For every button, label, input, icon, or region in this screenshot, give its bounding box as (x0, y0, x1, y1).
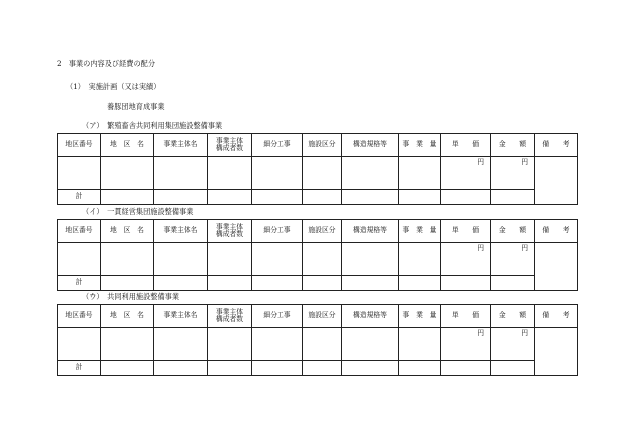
col-header: 事業主体名 (154, 220, 208, 243)
col-header-line: 事業主体 (215, 222, 244, 231)
cell (399, 276, 441, 291)
col-header: 事業主体名 (154, 305, 208, 328)
header-row (58, 220, 578, 243)
unit-price-cell: 円 (441, 328, 491, 361)
cell (154, 243, 208, 276)
col-header: 構造規格等 (342, 134, 399, 157)
col-header: 地区番号 (58, 134, 101, 157)
col-header: 施設区分 (303, 305, 342, 328)
col-header-line: 構成者数 (215, 315, 244, 323)
col-header: 金 額 (491, 305, 535, 328)
total-label: 計 (58, 276, 101, 291)
cell (303, 276, 342, 291)
total-label: 計 (58, 190, 101, 205)
cell (342, 276, 399, 291)
total-row (58, 361, 578, 376)
cell (101, 328, 154, 361)
remarks-cell (535, 243, 578, 291)
unit-price-cell: 円 (441, 243, 491, 276)
col-header: 細分工事 (252, 305, 303, 328)
cell (399, 243, 441, 276)
col-header: 構造規格等 (342, 305, 399, 328)
cell (154, 157, 208, 190)
col-header: 備 考 (535, 305, 578, 328)
cell (58, 243, 101, 276)
col-header-line: 構成者数 (215, 230, 244, 238)
table-title: （ア） 繁殖畜舎共同利用集団施設整備事業 (82, 121, 223, 130)
total-row (58, 276, 578, 291)
cell (101, 361, 154, 376)
cell (342, 190, 399, 205)
col-header: 構造規格等 (342, 220, 399, 243)
cell (441, 276, 491, 291)
col-header: 地 区 名 (101, 134, 154, 157)
cell (303, 190, 342, 205)
col-header: 地 区 名 (101, 220, 154, 243)
amount-cell: 円 (491, 157, 535, 190)
cell (252, 243, 303, 276)
col-header: 備 考 (535, 134, 578, 157)
unit-price-cell: 円 (441, 157, 491, 190)
total-label: 計 (58, 361, 101, 376)
col-header: 金 額 (491, 220, 535, 243)
col-header: 単 価 (441, 134, 491, 157)
section-heading: 2 事業の内容及び経費の配分 (57, 59, 156, 68)
col-header: 細分工事 (252, 134, 303, 157)
cell (491, 361, 535, 376)
cell (208, 243, 252, 276)
col-header (208, 305, 252, 328)
table-row (58, 328, 578, 361)
cell (252, 276, 303, 291)
cell (208, 276, 252, 291)
col-header: 施設区分 (303, 134, 342, 157)
amount-cell: 円 (491, 328, 535, 361)
col-header: 金 額 (491, 134, 535, 157)
col-header-line: 事業主体 (215, 307, 244, 316)
col-header: 事業主体名 (154, 134, 208, 157)
cell (101, 157, 154, 190)
cell (154, 190, 208, 205)
col-header: 事 業 量 (399, 305, 441, 328)
col-header: 地区番号 (58, 220, 101, 243)
table-title: （イ） 一貫経営集団施設整備事業 (82, 207, 194, 216)
col-header: 施設区分 (303, 220, 342, 243)
col-header-line: 構成者数 (215, 144, 244, 152)
amount-cell: 円 (491, 243, 535, 276)
cell (208, 190, 252, 205)
cell (101, 243, 154, 276)
col-header: 備 考 (535, 220, 578, 243)
cell (441, 361, 491, 376)
cell (208, 328, 252, 361)
col-header: 単 価 (441, 305, 491, 328)
cell (491, 276, 535, 291)
col-header: 地 区 名 (101, 305, 154, 328)
total-row (58, 190, 578, 205)
cell (58, 328, 101, 361)
table-row (58, 157, 578, 190)
col-header: 事 業 量 (399, 220, 441, 243)
cell (154, 276, 208, 291)
cell (252, 190, 303, 205)
cell (101, 190, 154, 205)
project-name: 養豚団地育成事業 (107, 102, 165, 111)
remarks-cell (535, 328, 578, 376)
remarks-cell (535, 157, 578, 205)
col-header: 細分工事 (252, 220, 303, 243)
cell (342, 361, 399, 376)
cell (342, 243, 399, 276)
cell (399, 361, 441, 376)
table-row (58, 243, 578, 276)
cell (252, 361, 303, 376)
table-title: （ウ） 共同利用施設整備事業 (82, 292, 180, 301)
cell (399, 157, 441, 190)
cell (342, 328, 399, 361)
col-header-line: 事業主体 (215, 136, 244, 145)
cell (303, 328, 342, 361)
col-header: 単 価 (441, 220, 491, 243)
cell (154, 361, 208, 376)
cell (252, 157, 303, 190)
plan-table (57, 219, 578, 291)
cell (342, 157, 399, 190)
cell (154, 328, 208, 361)
cell (58, 157, 101, 190)
header-row (58, 305, 578, 328)
cell (101, 276, 154, 291)
cell (208, 361, 252, 376)
cell (303, 157, 342, 190)
col-header (208, 220, 252, 243)
plan-table (57, 304, 578, 376)
cell (441, 190, 491, 205)
header-row (58, 134, 578, 157)
cell (491, 190, 535, 205)
plan-table (57, 133, 578, 205)
cell (399, 328, 441, 361)
cell (303, 243, 342, 276)
cell (303, 361, 342, 376)
cell (208, 157, 252, 190)
cell (252, 328, 303, 361)
col-header: 事 業 量 (399, 134, 441, 157)
sub-heading: （1） 実施計画（又は実績） (66, 82, 161, 91)
col-header: 地区番号 (58, 305, 101, 328)
col-header (208, 134, 252, 157)
cell (399, 190, 441, 205)
